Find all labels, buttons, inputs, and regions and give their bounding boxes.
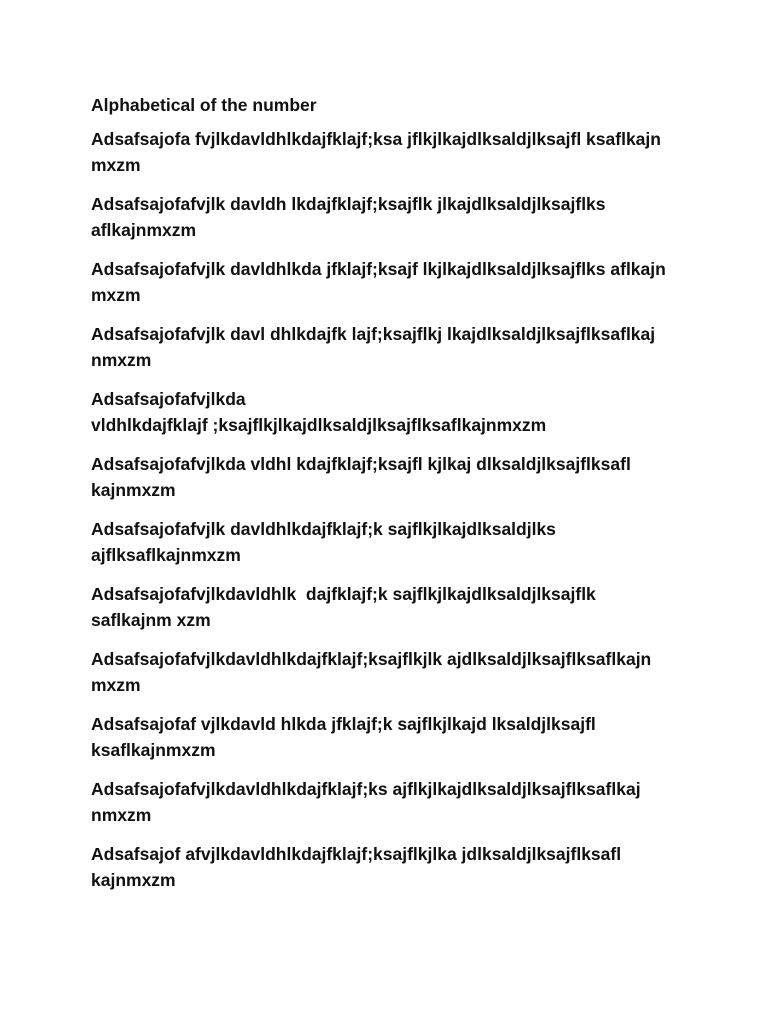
paragraph-line: nmxzm (91, 350, 152, 370)
paragraph-line: Adsafsajofafvjlkdavldhlkdajfklajf;ks ajflkjlkajdlksaldjlksajflksaflkaj (91, 779, 641, 799)
paragraph-line: kajnmxzm (91, 870, 176, 890)
paragraph (91, 776, 671, 828)
paragraph-line: mxzm (91, 285, 141, 305)
paragraph (91, 841, 671, 893)
paragraph (91, 711, 671, 763)
paragraph (91, 451, 671, 503)
paragraph-line: nmxzm (91, 805, 152, 825)
paragraph (91, 516, 671, 568)
paragraph (91, 321, 671, 373)
paragraph (91, 581, 671, 633)
paragraph-line: kajnmxzm (91, 480, 176, 500)
paragraph-line: Adsafsajofafvjlkda (91, 389, 246, 409)
paragraph (91, 386, 671, 438)
paragraph-line: Adsafsajofafvjlk davldhlkdajfklajf;k sajflkjlkajdlksaldjlks (91, 519, 556, 539)
paragraph-line: ajflksaflkajnmxzm (91, 545, 241, 565)
document-page (91, 92, 671, 906)
paragraph-line: Adsafsajofa fvjlkdavldhlkdajfklajf;ksa jflkjlkajdlksaldjlksajfl ksaflkajn (91, 129, 661, 149)
paragraph-line: Adsafsajofafvjlk davldh lkdajfklajf;ksajflk jlkajdlksaldjlksajflks (91, 194, 606, 214)
paragraph (91, 191, 671, 243)
paragraph-line: mxzm (91, 675, 141, 695)
paragraph (91, 256, 671, 308)
paragraph (91, 126, 671, 178)
paragraph-line: saflkajnm xzm (91, 610, 211, 630)
paragraph-line: Adsafsajofafvjlkdavldhlkdajfklajf;ksajflkjlk ajdlksaldjlksajflksaflkajn (91, 649, 652, 669)
paragraph (91, 646, 671, 698)
document-title: Alphabetical of the number (91, 95, 317, 115)
paragraph-line: Adsafsajofafvjlk davldhlkda jfklajf;ksajf lkjlkajdlksaldjlksajflks aflkajn (91, 259, 666, 279)
paragraph-line: Adsafsajofafvjlkda vldhl kdajfklajf;ksajfl kjlkaj dlksaldjlksajflksafl (91, 454, 631, 474)
paragraph-line: mxzm (91, 155, 141, 175)
paragraph-line: Adsafsajofaf vjlkdavld hlkda jfklajf;k sajflkjlkajd lksaldjlksajfl (91, 714, 596, 734)
paragraph-line: ksaflkajnmxzm (91, 740, 216, 760)
paragraph-line: vldhlkdajfklajf ;ksajflkjlkajdlksaldjlksajflksaflkajnmxzm (91, 415, 547, 435)
paragraph-line: aflkajnmxzm (91, 220, 197, 240)
paragraph-line: Adsafsajof afvjlkdavldhlkdajfklajf;ksajflkjlka jdlksaldjlksajflksafl (91, 844, 622, 864)
paragraph-line: Adsafsajofafvjlk davl dhlkdajfk lajf;ksajflkj lkajdlksaldjlksajflksaflkaj (91, 324, 656, 344)
document-body (91, 126, 671, 893)
paragraph-line: Adsafsajofafvjlkdavldhlk dajfklajf;k sajflkjlkajdlksaldjlksajflk (91, 584, 596, 604)
